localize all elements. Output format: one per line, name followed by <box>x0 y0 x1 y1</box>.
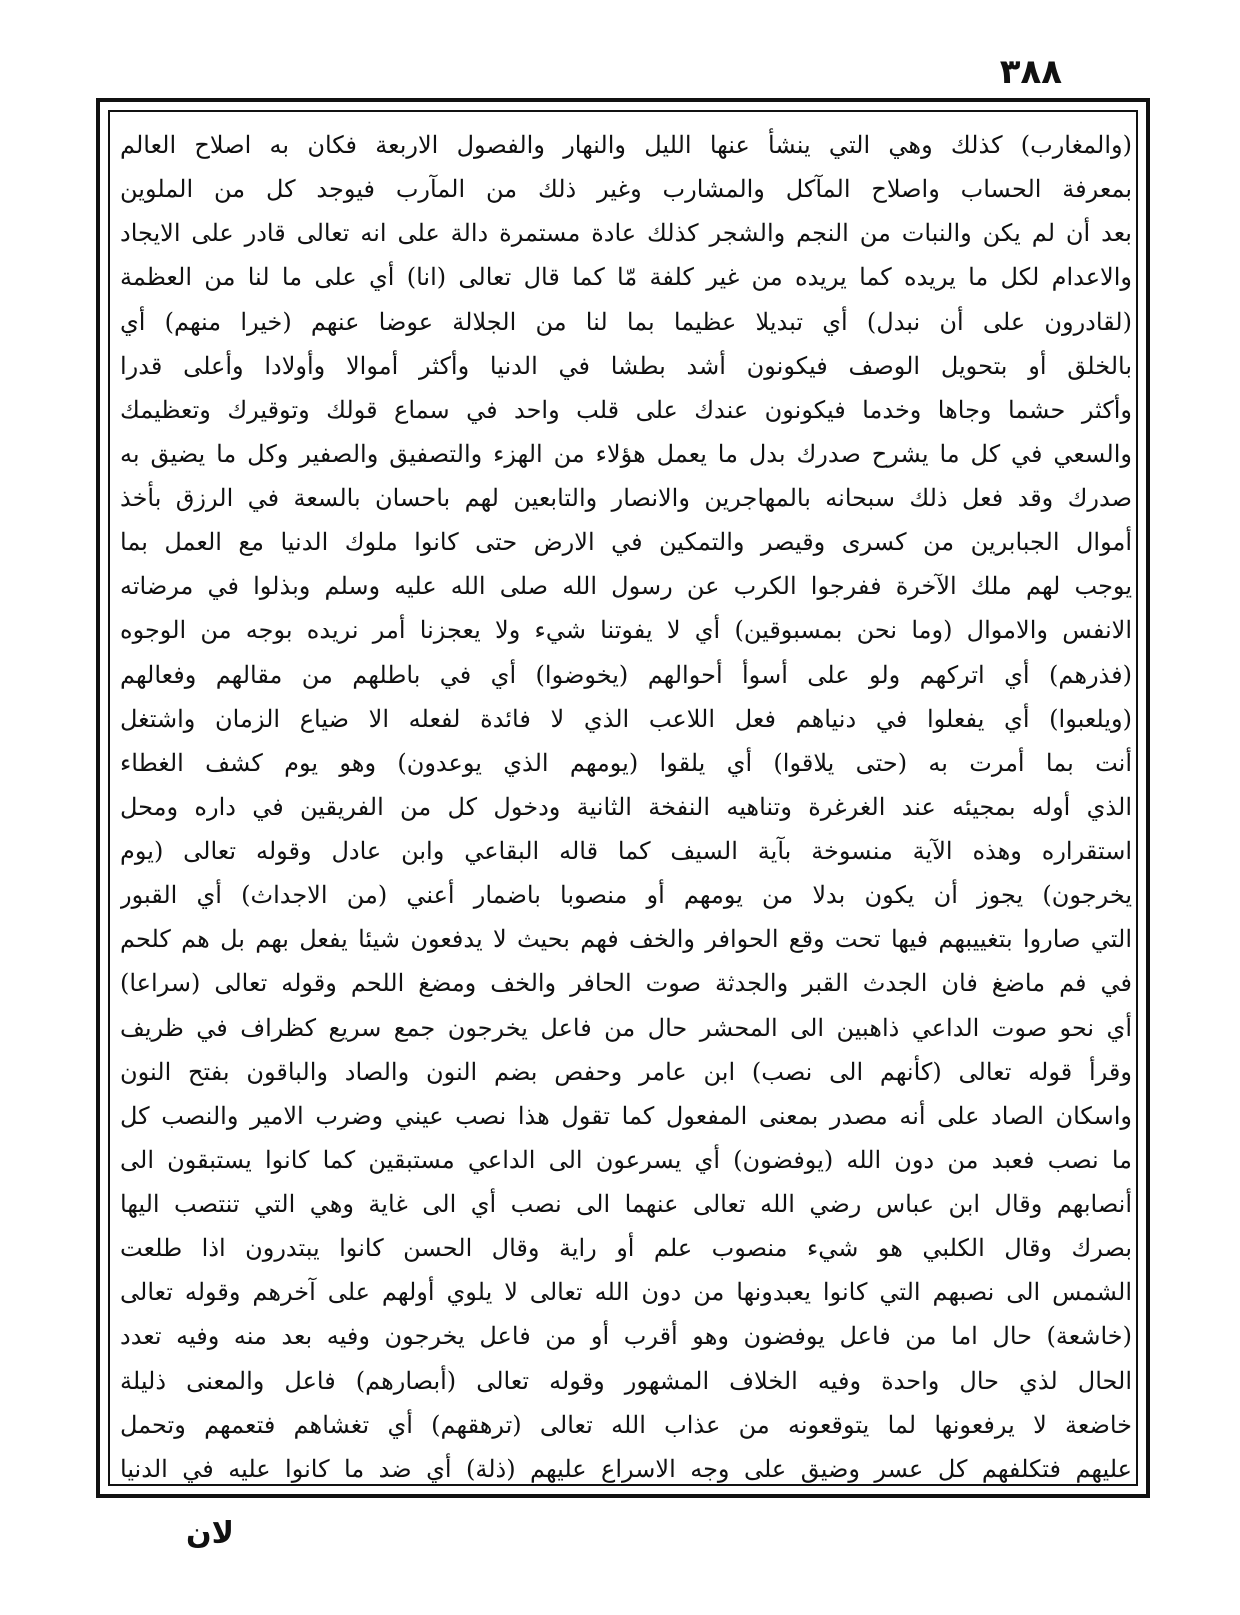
text-line: والسعي في كل ما يشرح صدرك بدل ما يعمل هؤلاء من الهزء والتصفيق والصفير وكل ما يضيق به <box>120 439 1132 468</box>
text-line: أنت بما أمرت به (حتى يلاقوا) أي يلقوا (يومهم الذي يوعدون) وهو يوم كشف الغطاء <box>120 748 1132 777</box>
text-line: يخرجون) يجوز أن يكون بدلا من يومهم أو منصوبا باضمار أعني (من الاجداث) أي القبور <box>120 881 1132 910</box>
text-line: واسكان الصاد على أنه مصدر بمعنى المفعول كما تقول هذا نصب عيني وضرب الامير والنصب كل <box>120 1101 1132 1130</box>
text-line: عليهم فتكلفهم كل عسر وضيق على وجه الاسراع عليهم (ذلة) أي ضد ما كانوا عليه في الدنيا <box>120 1454 1132 1483</box>
text-line: الذي أوله بمجيئه عند الغرغرة وتناهيه النفخة الثانية ودخول كل من الفريقين في داره ومحل <box>120 792 1132 821</box>
text-line: والاعدام لكل ما يريده كما يريده من غير كلفة مّا كما قال تعالى (انا) أي على ما لنا من العظمة <box>120 263 1132 292</box>
text-line: بصرك وقال الكلبي هو شيء منصوب علم أو راية وقال الحسن كانوا يبتدرون اذا طلعت <box>120 1234 1132 1263</box>
body-text <box>120 126 1132 1488</box>
catchword: لان <box>186 1516 234 1551</box>
text-line: خاضعة لا يرفعونها لما يتوقعونه من عذاب الله تعالى (ترهقهم) أي تغشاهم فتعمهم وتحمل <box>120 1410 1132 1439</box>
text-line: الحال لذي حال واحدة وفيه الخلاف المشهور وقوله تعالى (أبصارهم) فاعل والمعنى ذليلة <box>120 1366 1132 1395</box>
text-line: أموال الجبابرين من كسرى وقيصر والتمكين في الارض حتى كانوا ملوك الدنيا مع العمل بما <box>120 528 1132 557</box>
text-line: وقرأ قوله تعالى (كأنهم الى نصب) ابن عامر وحفص بضم النون والصاد والباقون بفتح النون <box>120 1057 1132 1086</box>
text-line: (ويلعبوا) أي يفعلوا في دنياهم فعل اللاعب الذي لا فائدة لفعله الا ضياع الزمان واشتغل <box>120 704 1132 733</box>
text-line: وأكثر حشما وجاها وخدما فيكونون عندك على قلب واحد في سماع قولك وتوقيرك وتعظيمك <box>120 395 1132 424</box>
text-line: بالخلق أو بتحويل الوصف فيكونون أشد بطشا في الدنيا وأكثر أموالا وأولادا وأعلى قدرا <box>120 351 1132 380</box>
text-line: بعد أن لم يكن والنبات من النجم والشجر كذلك عادة مستمرة دالة على انه تعالى قادر على الايجاد <box>120 219 1132 248</box>
text-line: في فم ماضغ فان الجدث القبر والجدثة صوت الحافر والخف ومضغ اللحم وقوله تعالى (سراعا) <box>120 969 1132 998</box>
text-line: ما نصب فعبد من دون الله (يوفضون) أي يسرعون الى الداعي مستبقين كما كانوا يستبقون الى <box>120 1145 1132 1174</box>
text-line: يوجب لهم ملك الآخرة ففرجوا الكرب عن رسول الله صلى الله عليه وسلم وبذلوا في مرضاته <box>120 572 1132 601</box>
text-line: (والمغارب) كذلك وهي التي ينشأ عنها الليل والنهار والفصول الاربعة فكان به اصلاح العالم <box>120 131 1132 159</box>
text-line: (لقادرون على أن نبدل) أي تبديلا عظيما بما لنا من الجلالة عوضا عنهم (خيرا منهم) أي <box>120 307 1132 336</box>
text-line: بمعرفة الحساب واصلاح المآكل والمشارب وغير ذلك من المآرب فيوجد كل من الملوين <box>120 175 1132 204</box>
text-line: صدرك وقد فعل ذلك سبحانه بالمهاجرين والانصار والتابعين لهم باحسان بالسعة في الرزق بأخذ <box>120 484 1132 512</box>
text-line: أنصابهم وقال ابن عباس رضي الله تعالى عنهما الى نصب أي الى غاية وهي التي تنتصب اليها <box>120 1190 1132 1218</box>
text-line: الشمس الى نصبهم التي كانوا يعبدونها من دون الله تعالى لا يلوي أولهم على آخرهم وقوله تعالى <box>120 1278 1132 1307</box>
text-line: استقراره وهذه الآية منسوخة بآية السيف كما قاله البقاعي وابن عادل وقوله تعالى (يوم <box>120 837 1132 865</box>
text-line: (خاشعة) حال اما من فاعل يوفضون وهو أقرب أو من فاعل يخرجون وفيه بعد منه وفيه تعدد <box>120 1322 1132 1351</box>
text-line: التي صاروا بتغييبهم فيها تحت وقع الحوافر والخف فهم بحيث لا يدفعون شيئا يفعل بهم بل هم كلحم <box>120 925 1132 954</box>
page-number: ٣٨٨ <box>999 52 1062 92</box>
text-line: الانفس والاموال (وما نحن بمسبوقين) أي لا يفوتنا شيء ولا يعجزنا أمر نريده بوجه من الوجوه <box>120 616 1132 645</box>
text-line: (فذرهم) أي اتركهم ولو على أسوأ أحوالهم (يخوضوا) أي في باطلهم من مقالهم وفعالهم <box>120 660 1132 689</box>
text-line: أي نحو صوت الداعي ذاهبين الى المحشر حال من فاعل يخرجون جمع سريع كظراف في ظريف <box>120 1013 1132 1042</box>
